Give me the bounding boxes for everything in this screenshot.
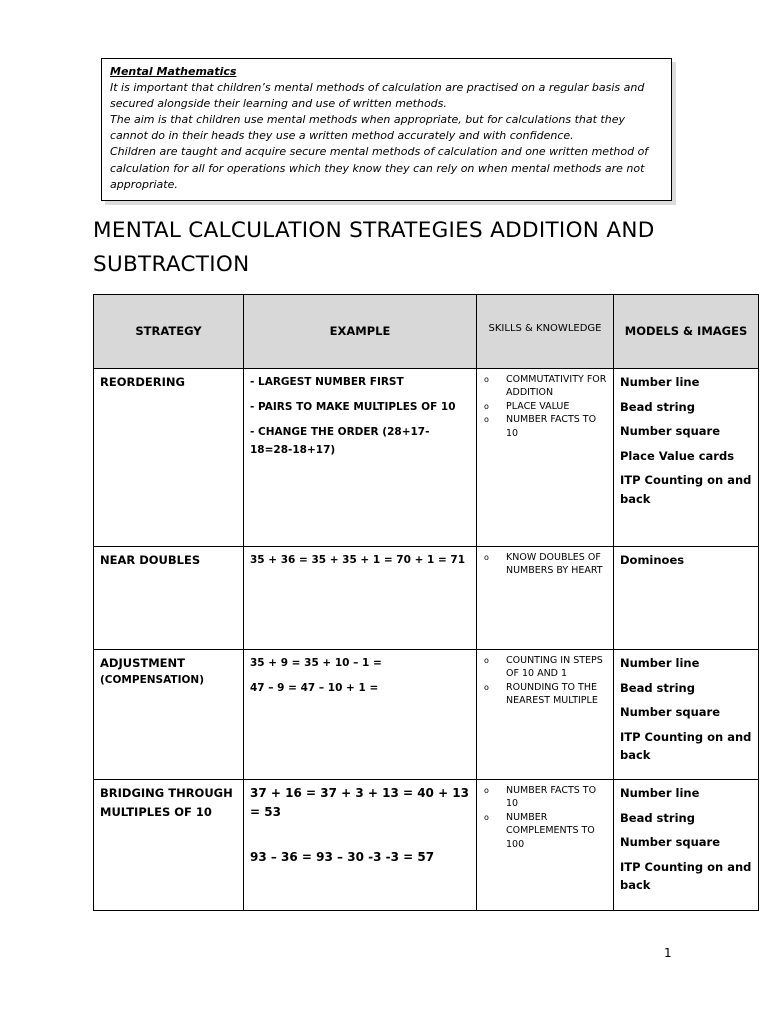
intro-paragraph: It is important that children’s mental methods of calculation are practised on a regular basis and secured alongside their learning and use of written methods. (110, 81, 645, 111)
page-number: 1 (664, 946, 672, 960)
model-item: ITP Counting on and back (620, 473, 752, 506)
models-cell (614, 650, 759, 780)
example-line: - LARGEST NUMBER FIRST (250, 376, 404, 388)
models-cell (614, 369, 759, 547)
strategy-cell (94, 650, 244, 780)
example-line: 93 – 36 = 93 – 30 -3 -3 = 57 (250, 850, 435, 864)
bullet-icon: o (484, 553, 489, 562)
skill-item: o NUMBER FACTS TO 10 (484, 785, 597, 810)
model-item: Number square (620, 835, 720, 849)
model-item: Bead string (620, 810, 695, 825)
skills-cell (477, 547, 614, 650)
model-item: Number line (620, 375, 700, 389)
bullet-icon: o (484, 401, 489, 411)
skill-item: o KNOW DOUBLES OF NUMBERS BY HEART (484, 552, 603, 577)
models-cell (614, 547, 759, 650)
header-example: EXAMPLE (244, 295, 477, 369)
example-cell (244, 369, 477, 547)
bullet-icon: o (484, 682, 489, 692)
strategy-cell (94, 369, 244, 547)
intro-title: Mental Mathematics (110, 65, 237, 78)
model-item: Place Value cards (620, 448, 735, 463)
skill-item: o PLACE VALUE (484, 400, 570, 412)
strategy-subtitle: (COMPENSATION) (100, 674, 204, 686)
skill-item: o NUMBER FACTS TO 10 (484, 414, 597, 439)
model-item: Number line (620, 656, 700, 670)
intro-box (101, 58, 672, 201)
example-line: - PAIRS TO MAKE MULTIPLES OF 10 (250, 401, 456, 413)
model-item: Number square (620, 705, 720, 719)
example-line: 35 + 36 = 35 + 35 + 1 = 70 + 1 = 71 (250, 554, 466, 566)
model-item: Number line (620, 786, 700, 800)
skill-item: o ROUNDING TO THE NEAREST MULTIPLE (484, 681, 598, 707)
skills-cell (477, 650, 614, 780)
example-cell (244, 650, 477, 780)
header-strategy: STRATEGY (94, 295, 244, 369)
model-item: Bead string (620, 399, 695, 414)
model-item: Number square (620, 424, 720, 438)
table-row (94, 547, 759, 650)
intro-paragraph: The aim is that children use mental methods when appropriate, but for calculations that they cannot do in their heads they use a written method accurately and with confidence. (110, 113, 625, 143)
bullet-icon: o (484, 656, 489, 665)
table-row (94, 650, 759, 780)
page-title: MENTAL CALCULATION STRATEGIES ADDITION AND SUBTRACTION (93, 218, 655, 277)
skills-cell (477, 780, 614, 911)
bullet-icon: o (484, 375, 489, 384)
table-header-row (94, 295, 759, 369)
strategy-cell (94, 547, 244, 650)
skill-item: o NUMBER COMPLEMENTS TO 100 (484, 811, 595, 850)
strategy-cell (94, 780, 244, 911)
example-cell (244, 780, 477, 911)
table-row (94, 369, 759, 547)
example-line: 47 – 9 = 47 – 10 + 1 = (250, 682, 379, 694)
header-skills: SKILLS & KNOWLEDGE (477, 295, 614, 369)
skill-item: o COUNTING IN STEPS OF 10 AND 1 (484, 655, 603, 680)
example-line: - CHANGE THE ORDER (28+17-18=28-18+17) (250, 426, 430, 456)
table-row (94, 780, 759, 911)
model-item: ITP Counting on and back (620, 729, 752, 762)
strategy-name: BRIDGING THROUGH MULTIPLES OF 10 (100, 786, 233, 819)
bullet-icon: o (484, 812, 489, 822)
strategies-table (93, 294, 759, 911)
strategy-name: REORDERING (100, 375, 185, 389)
bullet-icon: o (484, 415, 489, 425)
model-item: Dominoes (620, 553, 685, 567)
model-item: ITP Counting on and back (620, 859, 752, 892)
model-item: Bead string (620, 680, 695, 695)
bullet-icon: o (484, 786, 489, 795)
example-cell (244, 547, 477, 650)
skills-cell (477, 369, 614, 547)
example-line: 35 + 9 = 35 + 10 – 1 = (250, 657, 382, 669)
example-line: 37 + 16 = 37 + 3 + 13 = 40 + 13 = 53 (250, 786, 470, 819)
strategy-name: NEAR DOUBLES (100, 553, 201, 567)
models-cell (614, 780, 759, 911)
header-models: MODELS & IMAGES (614, 295, 759, 369)
intro-paragraph: Children are taught and acquire secure mental methods of calculation and one written method of calculation for all for operations which they know they can rely on when mental methods are not appropriate. (110, 145, 649, 191)
skill-item: o COMMUTATIVITY FOR ADDITION (484, 374, 607, 399)
strategy-name: ADJUSTMENT (100, 656, 185, 670)
